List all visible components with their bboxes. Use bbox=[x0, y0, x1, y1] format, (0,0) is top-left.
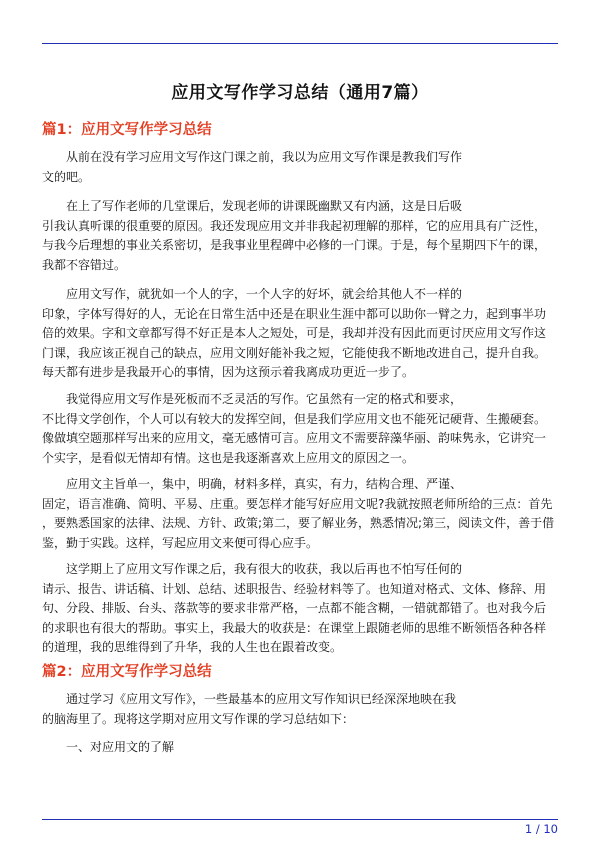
paragraph-line: 的求职也有很大的帮助。事实上，我最大的收获是：在课堂上跟随老师的思维不断领悟各种各样 bbox=[42, 620, 547, 635]
paragraph bbox=[42, 390, 558, 468]
paragraph-line: 不比得文学创作，个人可以有较大的发挥空间，但是我们学应用文也不能死记硬背、生搬硬套。 bbox=[42, 411, 547, 426]
paragraph-line: 鉴，勤于实践。这样，写起应用文来便可得心应手。 bbox=[42, 535, 319, 550]
paragraph bbox=[42, 475, 558, 553]
paragraph-line: 固定，语言准确、简明、平易、庄重。要怎样才能写好应用文呢?我就按照老师所给的三点：首先 bbox=[42, 496, 553, 511]
paragraph-line: 与我今后理想的事业关系密切，是我事业里程碑中必修的一门课。于是，每个星期四下午的课， bbox=[42, 238, 547, 252]
paragraph-line: 文的吧。 bbox=[42, 169, 91, 184]
header-rule bbox=[42, 43, 558, 44]
paragraph-line: 请示、报告、讲话稿、计划、总结、述职报告、经验材料等了。也知道对格式、文体、修辞、用 bbox=[42, 581, 547, 596]
paragraph-line: 应用文写作，就犹如一个人的字，一个人字的好坏，就会给其他人不一样的 bbox=[66, 287, 463, 301]
paragraph bbox=[42, 148, 558, 187]
paragraph-line: 每天都有进步是我最开心的事情，因为这预示着我离成功更近一步了。 bbox=[42, 365, 415, 379]
paragraph-line: 门课，我应该正视自己的缺点，应用文刚好能补我之短，它能使我不断地改进自己，提升自我。 bbox=[42, 345, 547, 360]
paragraph bbox=[42, 285, 558, 383]
paragraph bbox=[42, 690, 558, 729]
document-title: 应用文写作学习总结（通用7篇） bbox=[171, 83, 429, 103]
paragraph-line: 句、分段、排版、台头、落款等的要求非常严格，一点都不能含糊，一错就都错了。也对我今后 bbox=[42, 601, 547, 615]
footer-rule bbox=[42, 819, 558, 820]
paragraph-line: ，要熟悉国家的法律、法规、方针、政策;第二，要了解业务，熟悉情况;第三，阅读文件，善于借 bbox=[42, 516, 555, 530]
paragraph-line: 的脑海里了。现将这学期对应用文写作课的学习总结如下： bbox=[42, 711, 355, 726]
paragraph-line: 从前在没有学习应用文写作这门课之前，我以为应用文写作课是教我们写作 bbox=[66, 150, 463, 164]
paragraph-line: 像做填空题那样写出来的应用文，毫无感情可言。应用文不需要辞藻华丽、韵味隽永，它讲究一 bbox=[42, 431, 547, 445]
section-heading-2: 篇2：应用文写作学习总结 bbox=[42, 664, 212, 680]
paragraph-line: 在上了写作老师的几堂课后，发现老师的讲课既幽默又有内涵，这是日后吸 bbox=[66, 199, 463, 213]
paragraph-line: 一、对应用文的了解 bbox=[66, 740, 175, 754]
paragraph-line: 倍的效果。字和文章都写得不好正是本人之短处，可是，我却并没有因此而更讨厌应用文写作这 bbox=[42, 326, 547, 340]
paragraph-line: 应用文主旨单一，集中，明确，材料多样，真实，有力，结构合理、严谨、 bbox=[66, 477, 463, 491]
paragraph-line: 通过学习《应用文写作》，一些最基本的应用文写作知识已经深深地映在我 bbox=[66, 692, 457, 706]
paragraph-line: 我觉得应用文写作是死板而不乏灵活的写作。它虽然有一定的格式和要求， bbox=[66, 392, 463, 406]
paragraph-line: 的道理，我的思维得到了升华，我的人生也在跟着改变。 bbox=[42, 640, 343, 654]
paragraph bbox=[42, 560, 558, 658]
paragraph bbox=[42, 738, 558, 758]
section-heading-1: 篇1：应用文写作学习总结 bbox=[42, 122, 212, 138]
paragraph-line: 印象，字体写得好的人，无论在日常生活中还是在职业生涯中都可以助你一臂之力，起到事半功 bbox=[42, 306, 547, 321]
paragraph-line: 引我认真听课的很重要的原因。我还发现应用文并非我起初理解的那样，它的应用具有广泛性， bbox=[42, 218, 547, 233]
page-number: 1 / 10 bbox=[524, 822, 558, 836]
paragraph-line: 这学期上了应用文写作课之后，我有很大的收获，我以后再也不怕写任何的 bbox=[66, 562, 463, 576]
paragraph-line: 我都不容错过。 bbox=[42, 257, 127, 272]
paragraph bbox=[42, 197, 558, 275]
paragraph-line: 个实字，是看似无情却有情。这也是我逐渐喜欢上应用文的原因之一。 bbox=[42, 450, 415, 465]
